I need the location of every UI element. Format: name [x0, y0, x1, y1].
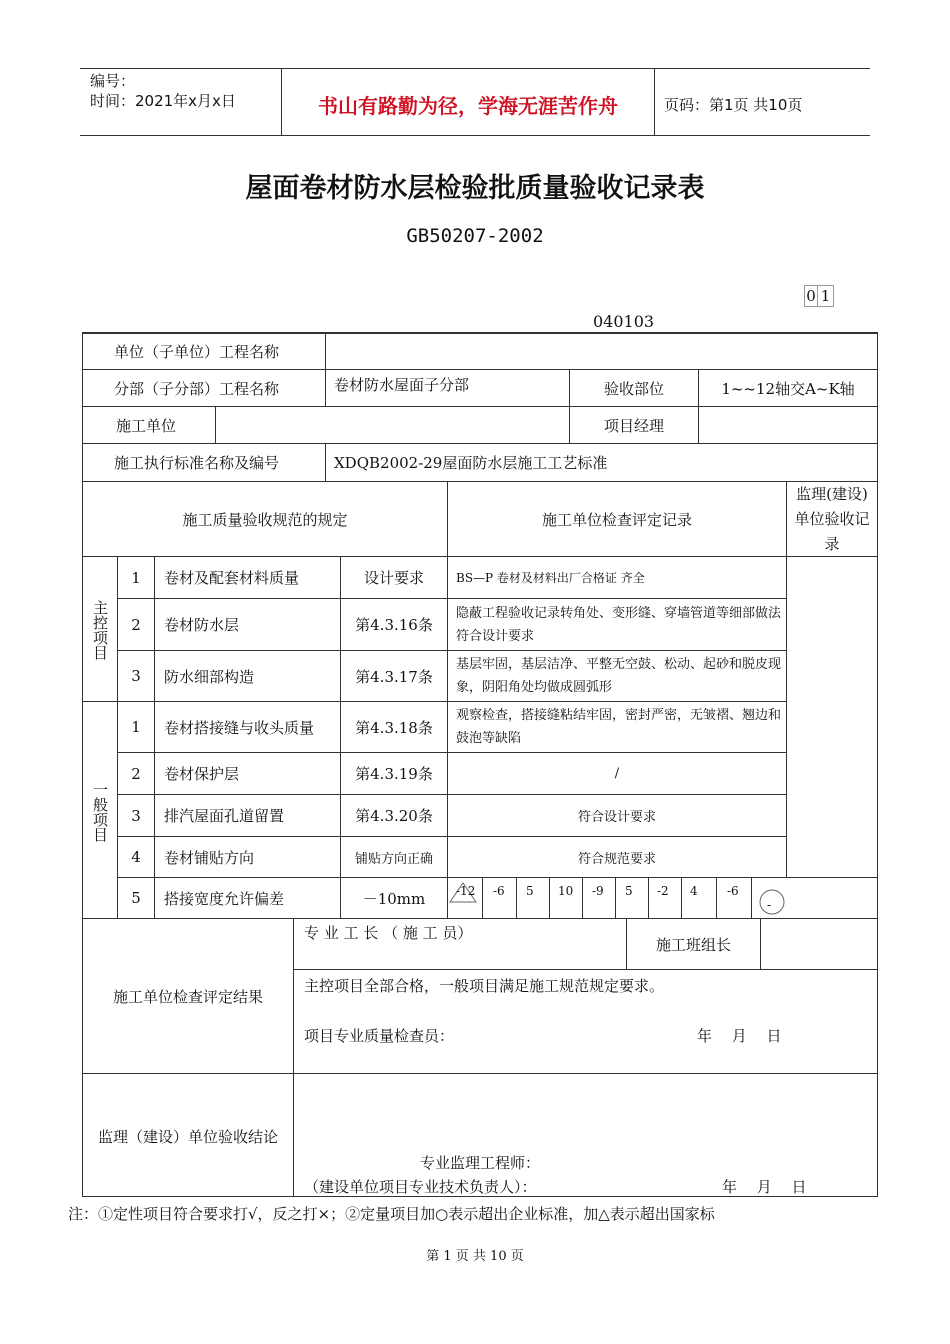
motto: 书山有路勤为径，学海无涯苦作舟: [318, 93, 618, 118]
deviation-value: 5: [526, 884, 534, 898]
item-no: 1: [131, 718, 141, 736]
item-no: 3: [131, 667, 141, 685]
deviation-value: -6: [493, 884, 505, 898]
item-name: 搭接宽度允许偏差: [164, 889, 285, 908]
item-clause: 第4.3.20条: [355, 807, 433, 825]
deviation-value: -9: [592, 884, 604, 898]
result-label: 施工单位检查评定结果: [112, 987, 263, 1006]
item-record: 基层牢固，基层洁净、平整无空鼓、松动、起砂和脱皮现象，阴阳角处均做成圆弧形: [456, 657, 782, 695]
item-no: 5: [131, 889, 141, 907]
supervision-label: 监理（建设）单位验收结论: [97, 1128, 278, 1146]
item-name: 卷材防水层: [164, 616, 240, 634]
deviation-value: 10: [558, 884, 574, 898]
page-title: 屋面卷材防水层检验批质量验收记录表: [245, 172, 705, 204]
item-name: 卷材搭接缝与收头质量: [164, 718, 315, 737]
contractor-label: 施工单位: [116, 417, 177, 435]
item-no: 4: [131, 848, 141, 866]
page-label: 页码：第1页 共10页: [664, 96, 803, 114]
date-label: 时间：2021年x月x日: [90, 92, 236, 110]
item-no: 2: [131, 764, 141, 783]
standard-code: GB50207-2002: [406, 225, 544, 247]
deviation-value: 4: [690, 884, 698, 898]
deviation-value: 5: [625, 884, 633, 898]
general-group-label: 一般项目: [91, 782, 109, 842]
team-label: 施工班组长: [655, 935, 731, 954]
std-label: 施工执行标准名称及编号: [114, 454, 280, 472]
box-digit: 0: [804, 285, 818, 307]
std-value: XDQB2002-29屋面防水层施工工艺标准: [334, 454, 608, 472]
item-name: 卷材铺贴方向: [164, 848, 255, 867]
deviation-value: -: [767, 898, 772, 912]
result-conclusion: 主控项目全部合格，一般项目满足施工规范规定要求。: [304, 977, 665, 995]
item-clause: 第4.3.17条: [355, 667, 433, 686]
item-record: BS—P 卷材及材料出厂合格证 齐全: [456, 571, 645, 585]
box-digit: 1: [818, 285, 834, 307]
item-clause: 第4.3.16条: [355, 616, 433, 634]
item-clause: 设计要求: [363, 569, 424, 587]
result-date: 年 月 日: [697, 1027, 782, 1045]
note: 注：①定性项目符合要求打√，反之打×；②定量项目加○表示超出企业标准，加△表示超出国家标: [68, 1205, 715, 1223]
item-name: 排汽屋面孔道留置: [164, 807, 285, 825]
part-value: 1~~12轴交A~K轴: [721, 380, 855, 398]
deviation-value: -2: [657, 884, 669, 898]
col-supervisor: 监理(建设)单位验收记录: [794, 484, 870, 553]
col-record: 施工单位检查评定记录: [541, 510, 692, 529]
sub-value: 卷材防水屋面子分部: [334, 376, 470, 394]
item-record: 隐蔽工程验收记录转角处、变形缝、穿墙管道等细部做法符合设计要求: [456, 605, 782, 644]
item-name: 卷材保护层: [164, 765, 240, 783]
code-label: 编号：: [90, 72, 136, 90]
item-no: 2: [131, 615, 141, 634]
item-record: 符合设计要求: [577, 810, 656, 825]
page-footer: 第 1 页 共 10 页: [426, 1248, 524, 1264]
sub-label: 分部（子分部）工程名称: [114, 380, 280, 398]
item-record: 符合规范要求: [577, 851, 656, 867]
deviation-value: -12: [456, 884, 476, 898]
inspector-label: 项目专业质量检查员：: [304, 1027, 455, 1045]
unit-label: 单位（子单位）工程名称: [114, 343, 280, 361]
engineer-label: 专业监理工程师：: [420, 1154, 541, 1172]
owner-label: （建设单位项目专业技术负责人）：: [304, 1178, 537, 1196]
item-record: /: [614, 766, 620, 781]
item-clause: 第4.3.18条: [355, 718, 433, 737]
deviation-value: -6: [727, 884, 739, 898]
main-group-label: 主控项目: [91, 600, 109, 660]
item-no: 3: [131, 806, 141, 825]
col-spec: 施工质量验收规范的规定: [182, 510, 348, 529]
foreman-label: 专 业 工 长 （ 施 工 员）: [304, 924, 473, 942]
item-name: 卷材及配套材料质量: [164, 569, 300, 587]
item-record: 观察检查，搭接缝粘结牢固，密封严密，无皱褶、翘边和鼓泡等缺陷: [456, 708, 782, 746]
manager-label: 项目经理: [603, 417, 664, 435]
item-no: 1: [131, 568, 141, 587]
circle-mark-icon: [758, 888, 786, 916]
supervision-date: 年 月 日: [722, 1178, 807, 1196]
item-clause: 铺贴方向正确: [354, 851, 433, 867]
part-label: 验收部位: [603, 380, 664, 398]
item-clause: －10mm: [362, 889, 426, 908]
item-clause: 第4.3.19条: [355, 765, 433, 783]
item-name: 防水细部构造: [164, 667, 255, 686]
form-code: 040103: [593, 312, 655, 331]
